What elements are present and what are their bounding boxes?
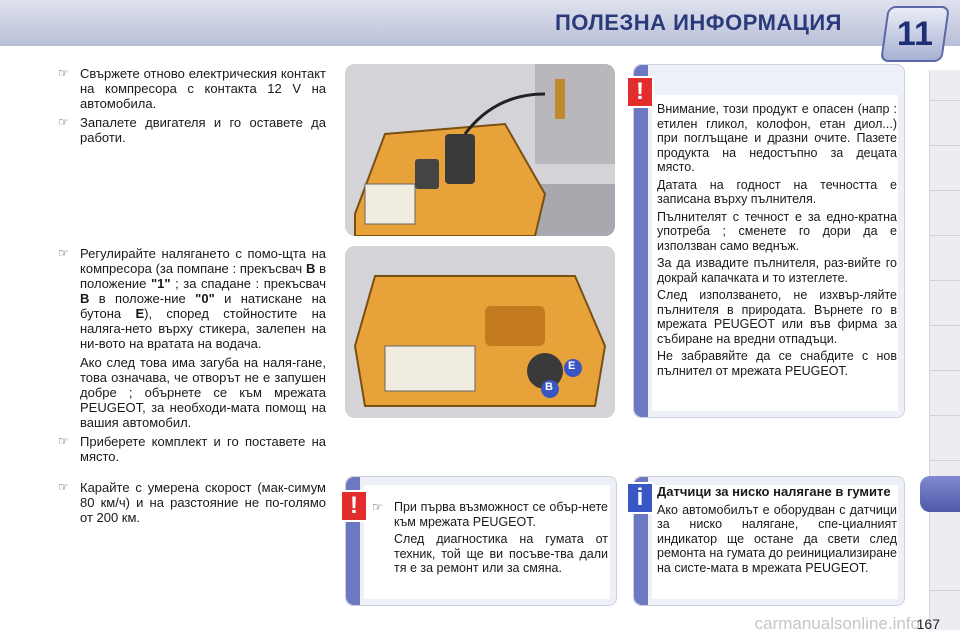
instruction-pressure-loss: Ако след това има загуба на наля-гане, това означава, че отворът не е запушен добре ; обърнете се към мрежата PEUGEOT, за необходи-мата помощ на вашия автомобил.	[80, 355, 326, 430]
info-box-text	[657, 485, 897, 578]
chapter-number: 11	[897, 14, 933, 53]
compressor-figure-bottom	[345, 246, 615, 418]
warning-bottom-para: След диагностика на гумата от техник, той ще ви посъве-тва дали тя е за ремонт или за смяна.	[394, 532, 608, 575]
warning-bottom-text	[372, 500, 608, 579]
warning-paragraph: Пълнителят с течност е за едно-кратна употреба ; сменете го дори да е използван само веднъж.	[657, 209, 897, 253]
page-number: 167	[916, 616, 940, 632]
compressor-illustration-top	[345, 64, 615, 236]
info-box-heading: Датчици за ниско налягане в гумите	[657, 484, 891, 499]
instructions-block-2	[58, 246, 326, 468]
instructions-block-1	[58, 66, 326, 149]
warning-paragraph: Внимание, този продукт е опасен (напр : етилен гликол, колофон, етан диол...) при поглъщане и дразни очите. Пазете продукта на недостъпно за децата място.	[657, 102, 897, 174]
chapter-badge	[880, 6, 950, 62]
instruction-start-engine: ☞ Запалете двигателя и го оставете да работи.	[58, 115, 326, 145]
compressor-illustration-bottom	[345, 246, 615, 418]
warning-box-accent-bar	[634, 65, 648, 417]
warning-paragraph: За да извадите пълнителя, раз-вийте го докрай капачката и то изтеглете.	[657, 256, 897, 285]
compressor-figure-top	[345, 64, 615, 236]
info-icon: i	[626, 482, 654, 514]
exclamation-icon: !	[340, 490, 368, 522]
instruction-drive-moderate: ☞ Карайте с умерена скорост (мак-симум 80 км/ч) и на разстояние не по-голямо от 200 км.	[58, 480, 326, 525]
warning-paragraph: Не забравяйте да се снабдите с нов пълнител от мрежата PEUGEOT.	[657, 349, 897, 378]
warning-paragraph: След използването, не изхвър-ляйте пълнителя в природата. Върнете го в мрежата PEUGEOT или във фирма за събиране на вредни отпадъци.	[657, 288, 897, 346]
chapter-tab-active[interactable]	[920, 476, 960, 512]
instruction-reconnect: ☞ Свържете отново електрическия контакт на компресора с контакта 12 V на автомобила.	[58, 66, 326, 111]
exclamation-icon: !	[626, 76, 654, 108]
warning-bottom-bullet: ☞ При първа възможност се обър-нете към мрежата PEUGEOT.	[372, 500, 608, 529]
warning-top-text	[657, 102, 897, 381]
watermark: carmanualsonline.info	[754, 614, 920, 633]
instruction-store-kit: ☞ Приберете комплект и го поставете на място.	[58, 434, 326, 464]
info-box-body: Ако автомобилът е оборудван с датчици за ниско налягане, спе-циалният индикатор ще остане да свети след ремонта на гумата до реинициализиране на систе-мата в мрежата PEUGEOT.	[657, 502, 897, 575]
instructions-block-3	[58, 480, 326, 529]
chapter-tab-strip	[929, 70, 960, 630]
instruction-adjust-pressure: ☞ Регулирайте наляганeто с помо-щта на компресора (за помпане : прекъсвач B в положение "1" ; за спадане : прекъсвач B в положе-ние "0" и натискане на бутона E), според стойностите на наляга-нето върху стикера, залепен на ни-вото на вратата на водача.	[58, 246, 326, 351]
label-e: E	[568, 360, 576, 372]
label-b: B	[545, 381, 553, 393]
page-title: ПОЛЕЗНА ИНФОРМАЦИЯ	[554, 10, 842, 35]
warning-paragraph: Датата на годност на течността е записана върху пълнителя.	[657, 177, 897, 206]
